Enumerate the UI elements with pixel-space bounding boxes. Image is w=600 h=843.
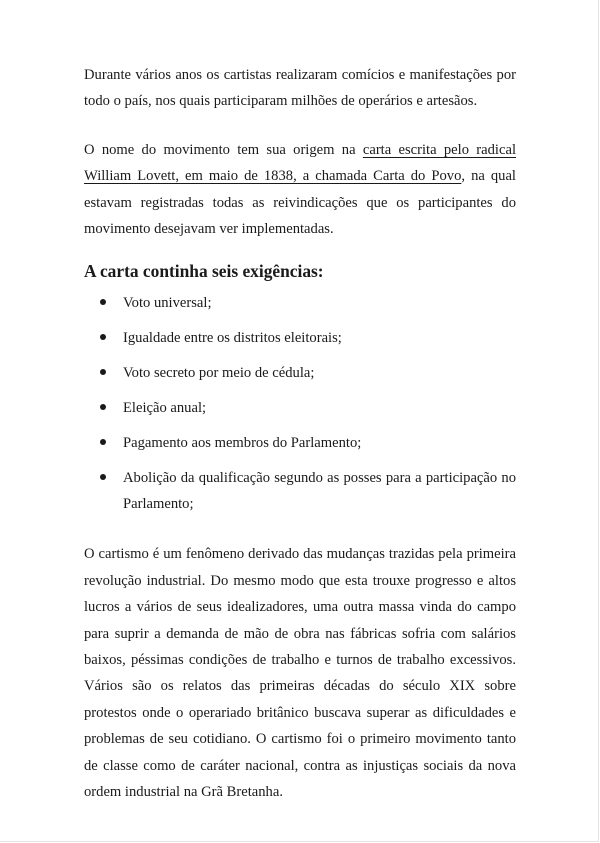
list-item xyxy=(84,290,516,316)
list-item xyxy=(84,325,516,351)
demand-text: Eleição anual; xyxy=(123,400,207,417)
bullet-icon xyxy=(100,369,106,375)
list-item xyxy=(84,465,516,517)
list-item xyxy=(84,395,516,421)
demand-text: Pagamento aos membros do Parlamento; xyxy=(123,435,362,452)
document-body xyxy=(84,62,516,806)
bullet-icon xyxy=(100,404,106,410)
demands-list xyxy=(84,290,516,517)
origin-text-after: , na qual estavam registradas todas as reivindicações que os participantes do movimento desejavam ver implementadas. xyxy=(84,168,516,238)
people-charter-reference: carta escrita pelo radical William Lovett, em maio de 1838, a chamada Carta do Povo xyxy=(84,141,516,185)
bullet-icon xyxy=(100,439,106,445)
demand-text: Voto universal; xyxy=(123,295,212,312)
demand-text: Igualdade entre os distritos eleitorais; xyxy=(123,330,342,347)
paragraph-chartism: O cartismo é um fenômeno derivado das mudanças trazidas pela primeira revolução industrial. Do mesmo modo que esta trouxe progresso e altos lucros a vários de seus idealizadores, uma outra massa vinda do campo para suprir a demanda de mão de obra nas fábricas sofria com salários baixos, péssimas condições de trabalho e turnos de trabalho excessivos. Vários são os relatos das primeiras décadas do século XIX sobre protestos onde o operariado britânico buscava superar as dificuldades e problemas de seu cotidiano. O cartismo foi o primeiro movimento tanto de classe como de caráter nacional, contra as injustiças sociais da nova ordem industrial na Grã Bretanha. xyxy=(84,546,516,801)
bullet-icon xyxy=(100,299,106,305)
bullet-icon xyxy=(100,474,106,480)
list-item xyxy=(84,360,516,386)
paragraph-origin xyxy=(84,137,516,243)
demand-text: Abolição da qualificação segundo as posses para a participação no Parlamento; xyxy=(123,470,516,513)
paragraph-rallies: Durante vários anos os cartistas realizaram comícios e manifestações por todo o país, nos quais participaram milhões de operários e artesãos. xyxy=(84,67,516,110)
demand-text: Voto secreto por meio de cédula; xyxy=(123,365,315,382)
origin-text-before: O nome do movimento tem sua origem na xyxy=(84,141,363,158)
demands-heading: A carta continha seis exigências: xyxy=(84,261,324,282)
list-item xyxy=(84,430,516,456)
bullet-icon xyxy=(100,334,106,340)
